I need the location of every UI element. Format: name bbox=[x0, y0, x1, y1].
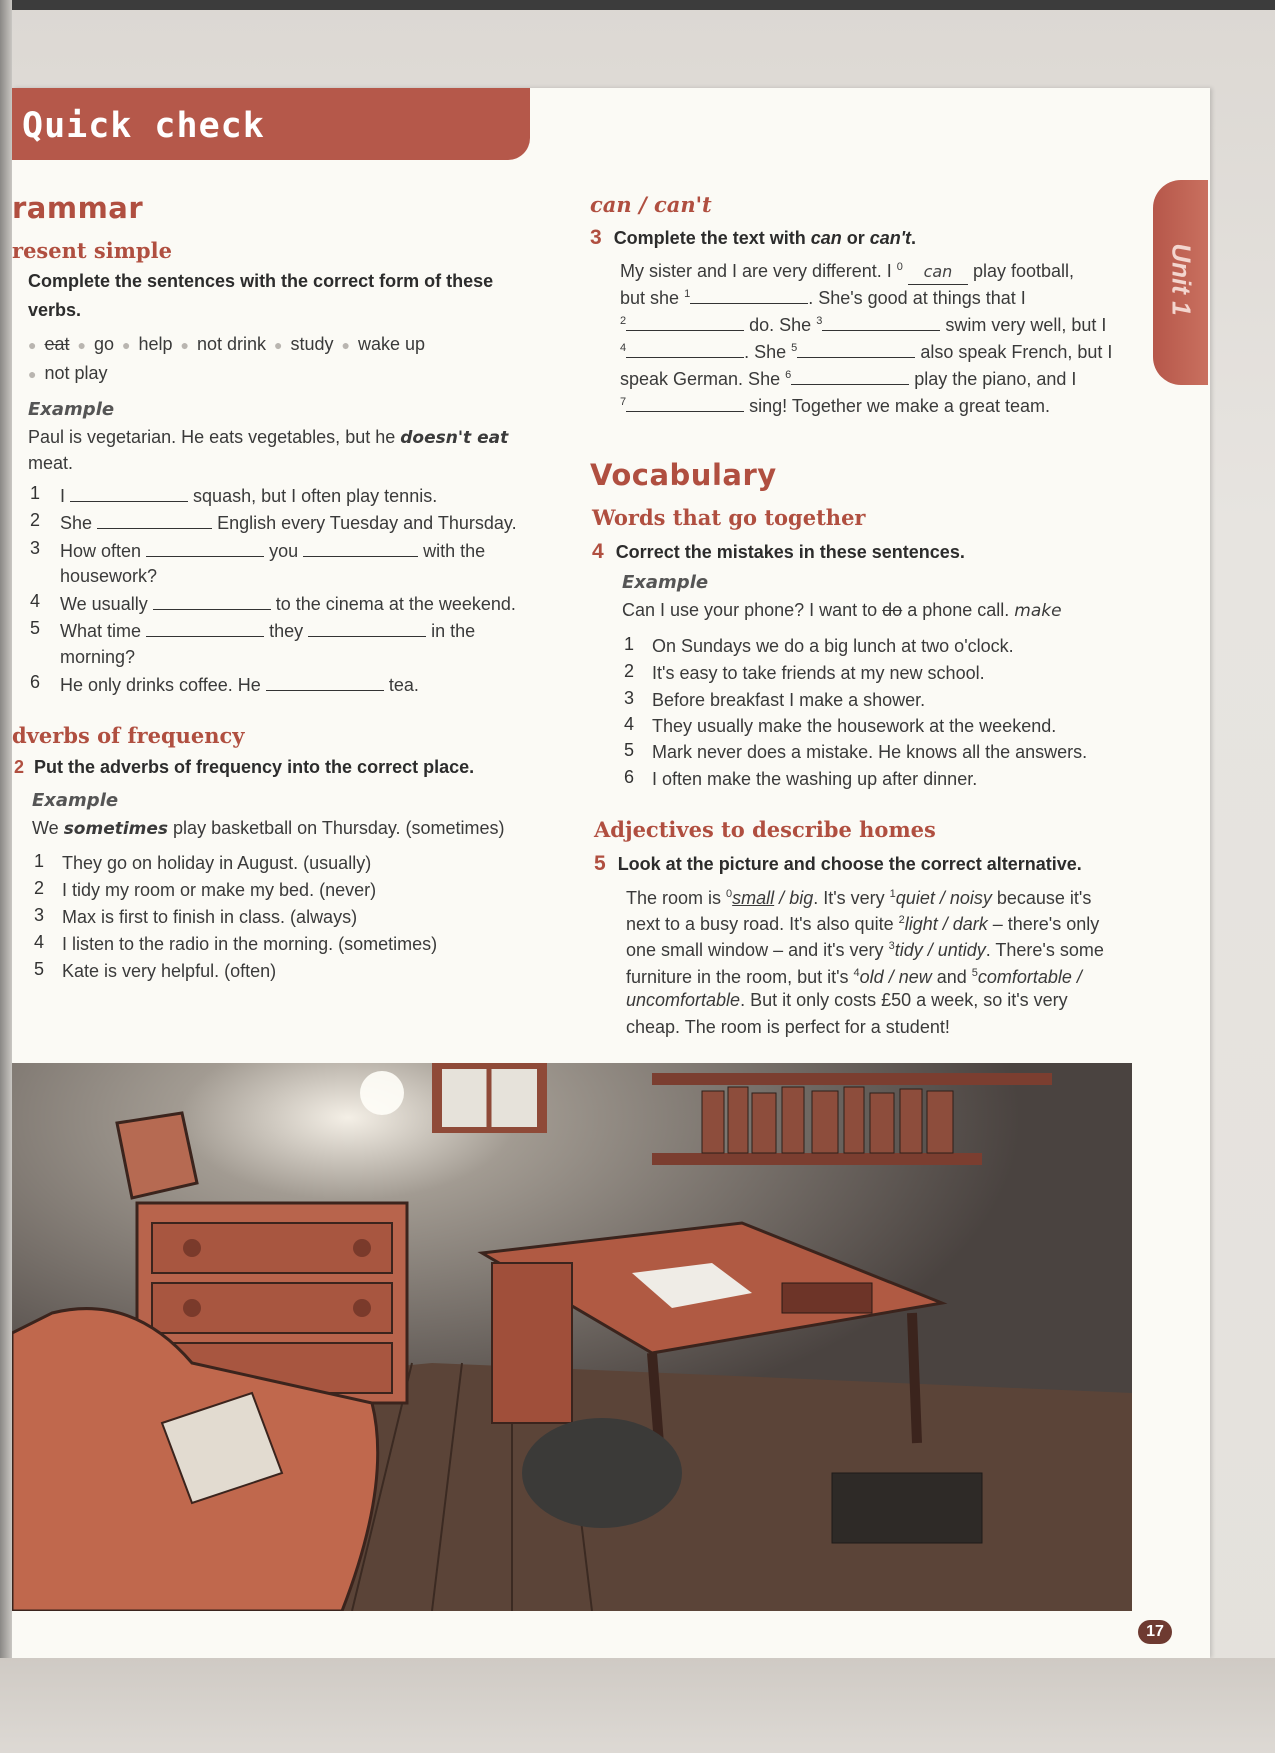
verb-item: go bbox=[93, 334, 114, 354]
words-instruction: 4 Correct the mistakes in these sentences. bbox=[592, 540, 965, 563]
scan-bottom-edge bbox=[0, 1658, 1275, 1753]
words-together-heading: Words that go together bbox=[592, 505, 866, 530]
present-simple-heading: resent simple bbox=[12, 238, 172, 263]
adjectives-line-2: next to a busy road. It's also quite $^2$light / dark – there's only bbox=[626, 914, 1100, 934]
verb-list bbox=[28, 332, 425, 357]
verb-item: study bbox=[290, 334, 334, 354]
bullet-icon: ● bbox=[77, 337, 86, 353]
item-number: 6 bbox=[30, 672, 41, 692]
adjectives-line-3: one small window – and it's very $^3$tidy / untidy. There's some bbox=[626, 940, 1104, 960]
item-number: 2 bbox=[34, 878, 45, 898]
words-item-6: I often make the washing up after dinner. bbox=[652, 769, 978, 789]
adverbs-item-2: I tidy my room or make my bed. (never) bbox=[62, 880, 377, 900]
verb-item: not play bbox=[44, 363, 108, 383]
exercise-1-item-4: We usually to the cinema at the weekend. bbox=[60, 591, 516, 616]
exercise-1-item-3: How often you with the bbox=[60, 538, 485, 563]
exercise-1-item-6: He only drinks coffee. He tea. bbox=[60, 672, 419, 697]
adjectives-instruction: 5 Look at the picture and choose the correct alternative. bbox=[594, 852, 1082, 875]
item-number: 5 bbox=[34, 959, 45, 979]
exercise-1-item-3-cont: housework? bbox=[60, 566, 158, 586]
bullet-icon: ● bbox=[122, 337, 131, 353]
verb-item: not drink bbox=[196, 334, 267, 354]
answer-0: can bbox=[908, 260, 968, 285]
books-on-desk bbox=[782, 1283, 872, 1313]
can-cant-line-6: $^7$ sing! Together we make a great team. bbox=[620, 390, 1050, 418]
item-number: 4 bbox=[30, 591, 41, 611]
item-number: 1 bbox=[624, 634, 635, 654]
item-number: 2 bbox=[30, 510, 41, 530]
item-number: 5 bbox=[624, 740, 635, 760]
words-example-label: Example bbox=[622, 572, 709, 593]
quick-check-banner bbox=[12, 88, 530, 160]
adjectives-line-1: The room is $^0$small / big. It's very $^1$quiet / noisy because it's bbox=[626, 888, 1092, 908]
present-simple-instruction-2: verbs. bbox=[28, 300, 82, 320]
words-example: Can I use your phone? I want to do a phone call. make bbox=[622, 600, 1062, 621]
words-item-3: Before breakfast I make a shower. bbox=[652, 690, 926, 710]
words-item-4: They usually make the housework at the weekend. bbox=[652, 716, 1057, 736]
can-cant-line-5: speak German. She $^6$ play the piano, and I bbox=[620, 363, 1076, 391]
scan-left-edge bbox=[0, 0, 12, 1753]
unit-tab-label: Unit 1 bbox=[1166, 243, 1197, 316]
lamp-shade bbox=[117, 1113, 197, 1198]
verb-item: eat bbox=[44, 334, 70, 354]
item-number: 4 bbox=[624, 714, 635, 734]
words-item-1: On Sundays we do a big lunch at two o'clock. bbox=[652, 636, 1014, 656]
verb-item: help bbox=[138, 334, 173, 354]
can-cant-heading: can / can't bbox=[590, 192, 712, 217]
adverbs-example: We sometimes play basketball on Thursday. (sometimes) bbox=[32, 818, 505, 839]
item-number: 3 bbox=[624, 688, 635, 708]
can-cant-line-2: but she $^1$ . She's good at things that I bbox=[620, 282, 1026, 310]
item-number: 1 bbox=[30, 483, 41, 503]
exercise-1-item-1: I squash, but I often play tennis. bbox=[60, 483, 437, 508]
adverbs-item-1: They go on holiday in August. (usually) bbox=[62, 853, 372, 873]
scan-top-edge bbox=[0, 0, 1275, 10]
item-number: 6 bbox=[624, 767, 635, 787]
adjectives-heading: Adjectives to describe homes bbox=[594, 817, 936, 842]
verb-item: wake up bbox=[357, 334, 426, 354]
adverbs-item-5: Kate is very helpful. (often) bbox=[62, 961, 277, 981]
exercise-1-item-5-cont: morning? bbox=[60, 647, 136, 667]
item-number: 4 bbox=[34, 932, 45, 952]
bullet-icon: ● bbox=[274, 337, 283, 353]
item-number: 5 bbox=[30, 618, 41, 638]
example-sentence-2: meat. bbox=[28, 453, 74, 473]
bullet-icon: ● bbox=[180, 337, 189, 353]
adverbs-instruction: 2 Put the adverbs of frequency into the correct place. bbox=[14, 757, 475, 777]
can-cant-instruction: 3 Complete the text with can or can't. bbox=[590, 226, 917, 249]
example-label: Example bbox=[28, 399, 115, 420]
item-number: 3 bbox=[30, 538, 41, 558]
page-number: 17 bbox=[1138, 1620, 1172, 1644]
adverbs-item-3: Max is first to finish in class. (always) bbox=[62, 907, 358, 927]
banner-title: Quick check bbox=[22, 106, 265, 146]
grammar-heading: rammar bbox=[12, 191, 144, 225]
vocabulary-heading: Vocabulary bbox=[590, 458, 777, 492]
verb-list-2 bbox=[28, 361, 108, 386]
room-illustration bbox=[12, 1063, 1132, 1611]
adverbs-item-4: I listen to the radio in the morning. (sometimes) bbox=[62, 934, 438, 954]
can-cant-line-4: $^4$ . She $^5$ also speak French, but I bbox=[620, 336, 1112, 364]
basket bbox=[832, 1473, 982, 1543]
adjectives-line-5: uncomfortable. But it only costs £50 a week, so it's very bbox=[626, 990, 1068, 1010]
exercise-1-item-2: She English every Tuesday and Thursday. bbox=[60, 510, 517, 535]
unit-tab bbox=[1153, 180, 1208, 385]
example-sentence: Paul is vegetarian. He eats vegetables, but he doesn't eat bbox=[28, 427, 509, 448]
can-cant-line-3: $^2$ do. She $^3$ swim very well, but I bbox=[620, 309, 1106, 337]
bag bbox=[522, 1418, 682, 1528]
words-item-5: Mark never does a mistake. He knows all the answers. bbox=[652, 742, 1088, 762]
can-cant-line-1: My sister and I are very different. I $^0$ can play football, bbox=[620, 255, 1074, 285]
present-simple-instruction: Complete the sentences with the correct form of these bbox=[28, 271, 494, 291]
bullet-icon: ● bbox=[28, 337, 37, 353]
item-number: 3 bbox=[34, 905, 45, 925]
item-number: 2 bbox=[624, 661, 635, 681]
adjectives-line-4: furniture in the room, but it's $^4$old / new and $^5$comfortable / bbox=[626, 967, 1082, 987]
item-number: 1 bbox=[34, 851, 45, 871]
light-bulb bbox=[360, 1071, 404, 1115]
adverbs-example-label: Example bbox=[32, 790, 119, 811]
bullet-icon: ● bbox=[28, 366, 37, 382]
bullet-icon: ● bbox=[341, 337, 350, 353]
adjectives-line-6: cheap. The room is perfect for a student! bbox=[626, 1017, 950, 1037]
exercise-1-item-5: What time they in the bbox=[60, 618, 475, 643]
room-illustration-svg bbox=[12, 1063, 1132, 1611]
words-item-2: It's easy to take friends at my new school. bbox=[652, 663, 985, 683]
adverbs-heading: dverbs of frequency bbox=[12, 723, 245, 748]
